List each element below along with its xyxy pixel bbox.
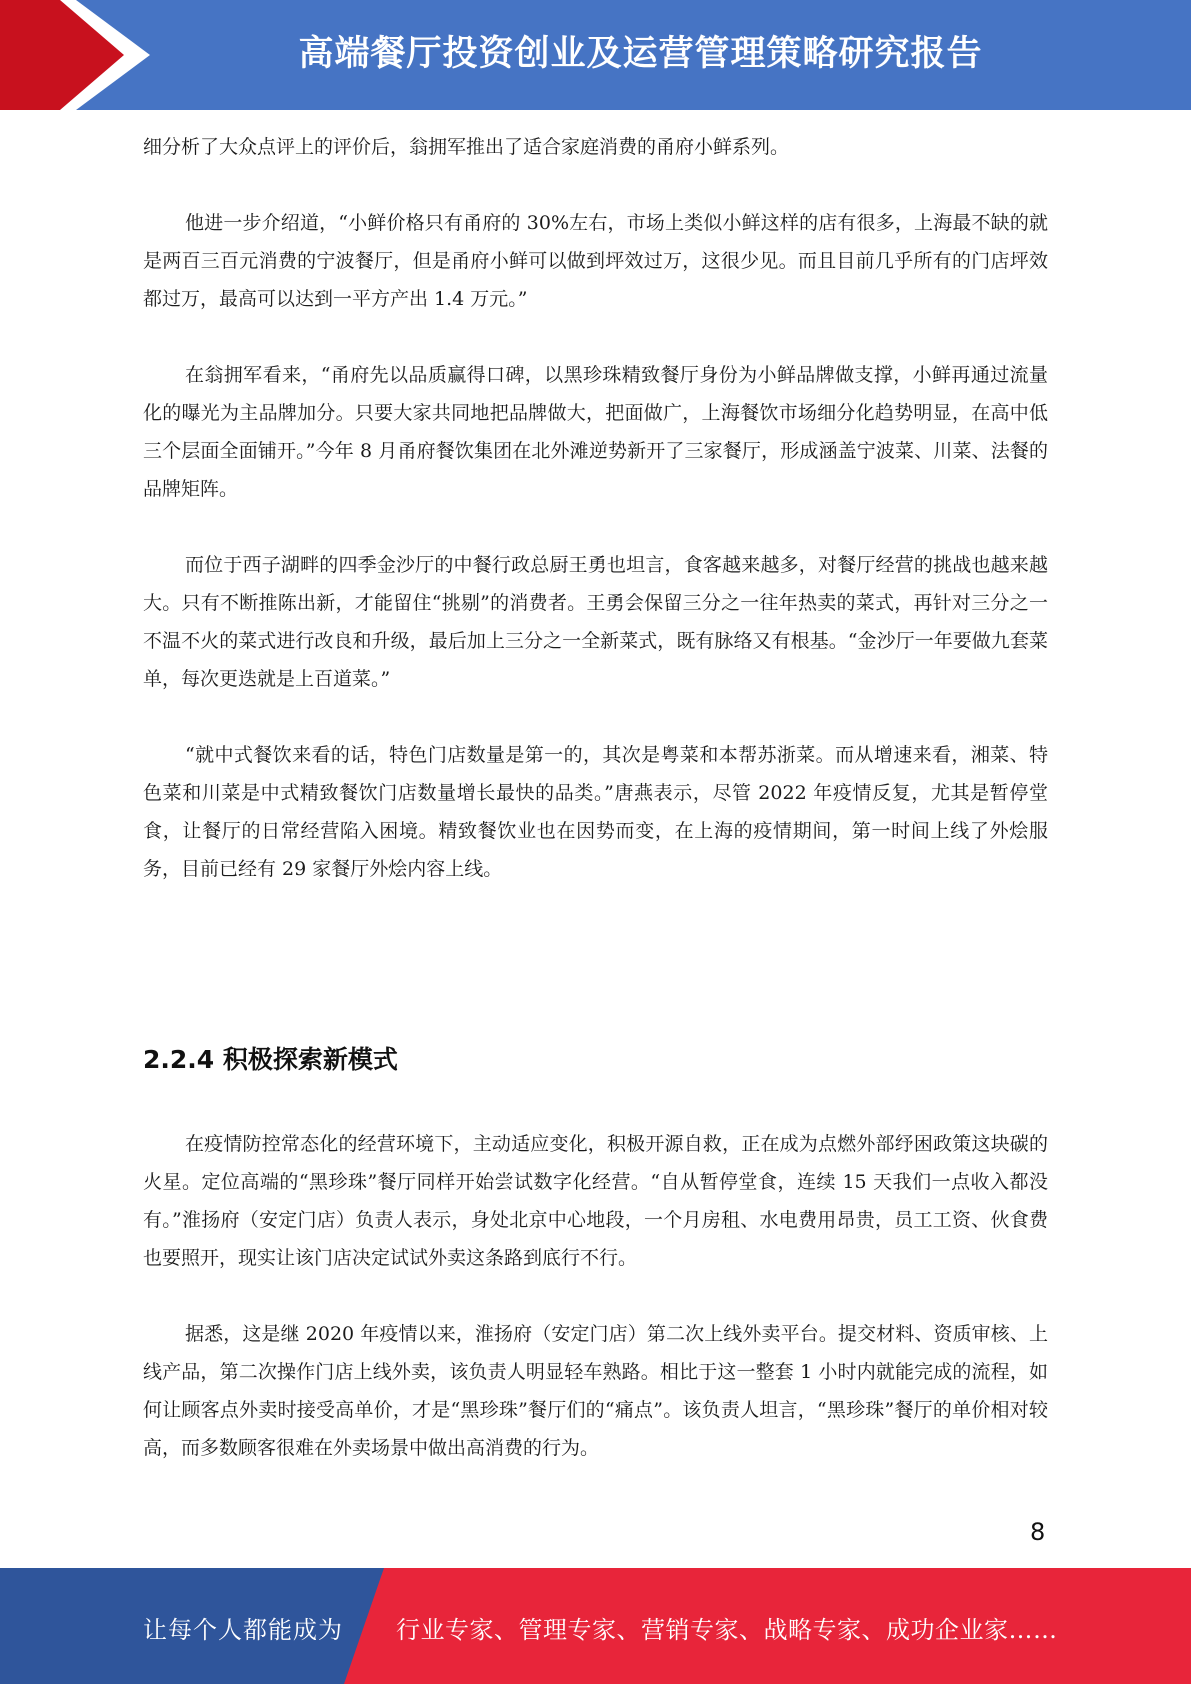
document-title: 高端餐厅投资创业及运营管理策略研究报告 xyxy=(298,34,983,74)
header-band xyxy=(0,0,1191,110)
page-number: 8 xyxy=(1030,1518,1046,1546)
paragraph-1: 细分析了大众点评上的评价后，翁拥军推出了适合家庭消费的甬府小鲜系列。 xyxy=(143,136,790,158)
section-body-text xyxy=(143,1125,1048,1467)
header-arrow-red xyxy=(0,0,124,110)
footer-slogan-right: 行业专家、管理专家、营销专家、战略专家、成功企业家…… xyxy=(396,1616,1058,1644)
paragraph-3: 在翁拥军看来，“甬府先以品质赢得口碑，以黑珍珠精致餐厅身份为小鲜品牌做支撑，小鲜再通过流量化的曝光为主品牌加分。只要大家共同地把品牌做大，把面做广，上海餐饮市场细分化趋势明显，在高中低三个层面全面铺开。”今年 8 月甬府餐饮集团在北外滩逆势新开了三家餐厅，形成涵盖宁波菜、川菜、法餐的品牌矩阵。 xyxy=(143,364,1048,500)
paragraph-2: 他进一步介绍道，“小鲜价格只有甬府的 30%左右，市场上类似小鲜这样的店有很多，上海最不缺的就是两百三百元消费的宁波餐厅，但是甬府小鲜可以做到坪效过万，这很少见。而且目前几乎所有的门店坪效都过万，最高可以达到一平方产出 1.4 万元。” xyxy=(143,212,1048,310)
header-arrow-graphic xyxy=(0,0,240,110)
paragraph-4: 而位于西子湖畔的四季金沙厅的中餐行政总厨王勇也坦言，食客越来越多，对餐厅经营的挑战也越来越大。只有不断推陈出新，才能留住“挑剔”的消费者。王勇会保留三分之一往年热卖的菜式，再针对三分之一不温不火的菜式进行改良和升级，最后加上三分之一全新菜式，既有脉络又有根基。“金沙厅一年要做九套菜单，每次更迭就是上百道菜。” xyxy=(143,554,1048,690)
section-paragraph-2: 据悉，这是继 2020 年疫情以来，淮扬府（安定门店）第二次上线外卖平台。提交材料、资质审核、上线产品，第二次操作门店上线外卖，该负责人明显轻车熟路。相比于这一整套 1 小时内就能完成的流程，如何让顾客点外卖时接受高单价，才是“黑珍珠”餐厅们的“痛点”。该负责人坦言，“黑珍珠”餐厅的单价相对较高，而多数顾客很难在外卖场景中做出高消费的行为。 xyxy=(143,1323,1048,1459)
paragraph-5: “就中式餐饮来看的话，特色门店数量是第一的，其次是粤菜和本帮苏浙菜。而从增速来看，湘菜、特色菜和川菜是中式精致餐饮门店数量增长最快的品类。”唐燕表示，尽管 2022 年疫情反复，尤其是暂停堂食，让餐厅的日常经营陷入困境。精致餐饮业也在因势而变，在上海的疫情期间，第一时间上线了外烩服务，目前已经有 29 家餐厅外烩内容上线。 xyxy=(143,744,1048,880)
footer-slogan-left: 让每个人都能成为 xyxy=(143,1616,343,1644)
section-paragraph-1: 在疫情防控常态化的经营环境下，主动适应变化，积极开源自救，正在成为点燃外部纾困政策这块碳的火星。定位高端的“黑珍珠”餐厅同样开始尝试数字化经营。“自从暂停堂食，连续 15 天我们一点收入都没有。”淮扬府（安定门店）负责人表示，身处北京中心地段，一个月房租、水电费用昂贵，员工工资、伙食费也要照开，现实让该门店决定试试外卖这条路到底行不行。 xyxy=(143,1133,1048,1269)
body-text xyxy=(143,128,1048,888)
section-heading: 2.2.4 积极探索新模式 xyxy=(143,1045,398,1074)
